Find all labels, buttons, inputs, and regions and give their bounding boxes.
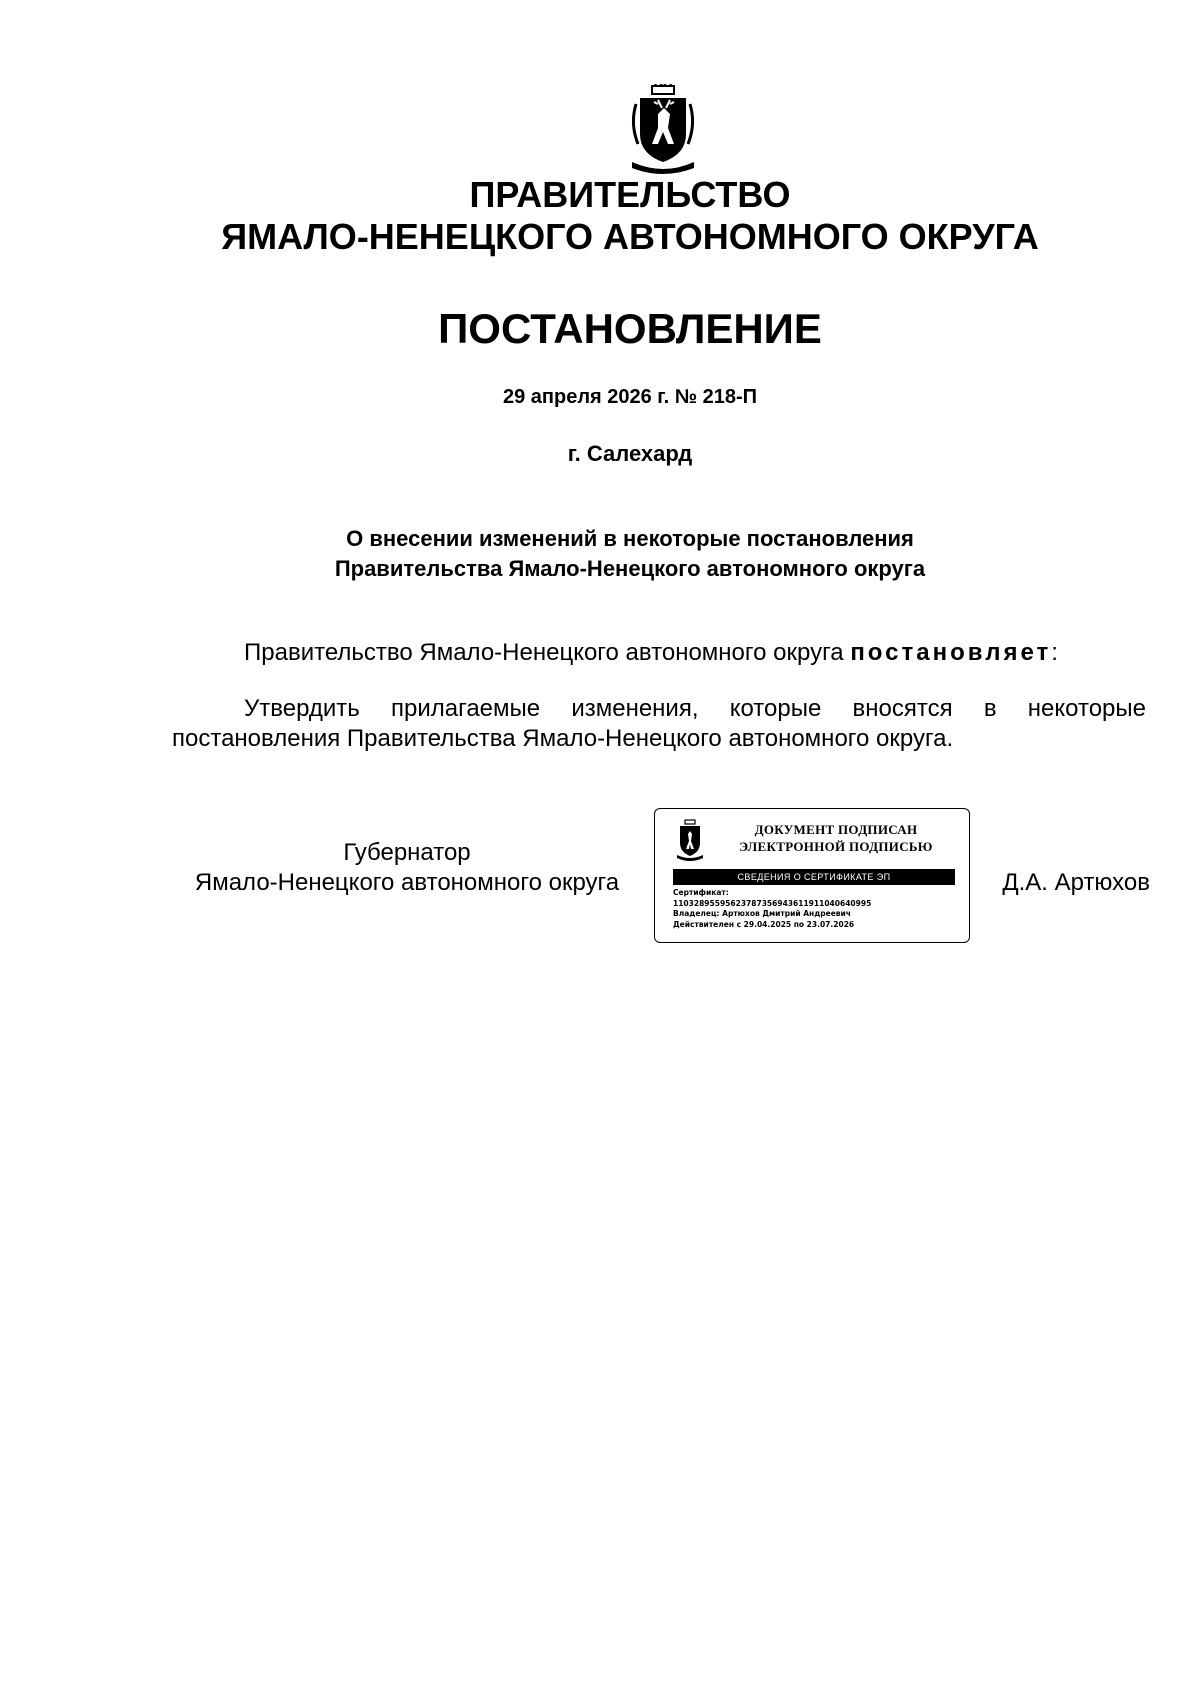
stamp-owner: Владелец: Артюхов Дмитрий Андреевич <box>673 909 851 918</box>
city: г. Салехард <box>567 441 693 466</box>
resolution-preamble <box>172 638 1146 668</box>
electronic-signature-stamp <box>654 808 970 943</box>
signatory-position-line1: Губернатор <box>343 839 471 866</box>
stamp-cert-label: Сертификат: <box>673 888 729 897</box>
stamp-certificate-details <box>673 888 963 930</box>
signatory-position-line2: Ямало-Ненецкого автономного округа <box>194 869 620 896</box>
coat-of-arms-icon <box>628 84 698 174</box>
organization-name-line2: ЯМАЛО-НЕНЕЦКОГО АВТОНОМНОГО ОКРУГА <box>221 216 1039 257</box>
stamp-certificate-header: СВЕДЕНИЯ О СЕРТИФИКАТЕ ЭП <box>673 869 955 885</box>
stamp-validity: Действителен с 29.04.2025 по 23.07.2026 <box>673 919 855 929</box>
stamp-title <box>717 821 955 855</box>
preamble-text: Правительство Ямало-Ненецкого автономного округа <box>244 639 851 666</box>
document-subject <box>0 524 1200 584</box>
resolution-body: Утвердить прилагаемые изменения, которые вносятся в некоторые постановления Правительства Ямало-Ненецкого автономного округа. <box>172 695 1146 752</box>
stamp-title-line2: ЭЛЕКТРОННОЙ ПОДПИСЬЮ <box>739 839 933 854</box>
subject-line2: Правительства Ямало-Ненецкого автономного округа <box>334 556 926 581</box>
subject-line1: О внесении изменений в некоторые постановления <box>346 526 914 551</box>
signatory-position <box>172 838 642 898</box>
preamble-colon: : <box>1051 639 1058 666</box>
document-type: ПОСТАНОВЛЕНИЕ <box>438 305 822 352</box>
signatory-name: Д.А. Артюхов <box>1002 869 1150 896</box>
stamp-cert-number: 11032895595623787356943611911040640995 <box>673 898 872 908</box>
organization-name-line1: ПРАВИТЕЛЬСТВО <box>469 174 791 215</box>
stamp-coat-of-arms-icon <box>675 819 705 861</box>
stamp-title-line1: ДОКУМЕНТ ПОДПИСАН <box>754 822 918 837</box>
date-and-number: 29 апреля 2026 г. № 218-П <box>502 386 758 408</box>
preamble-decree-word: постановляет <box>850 639 1052 666</box>
